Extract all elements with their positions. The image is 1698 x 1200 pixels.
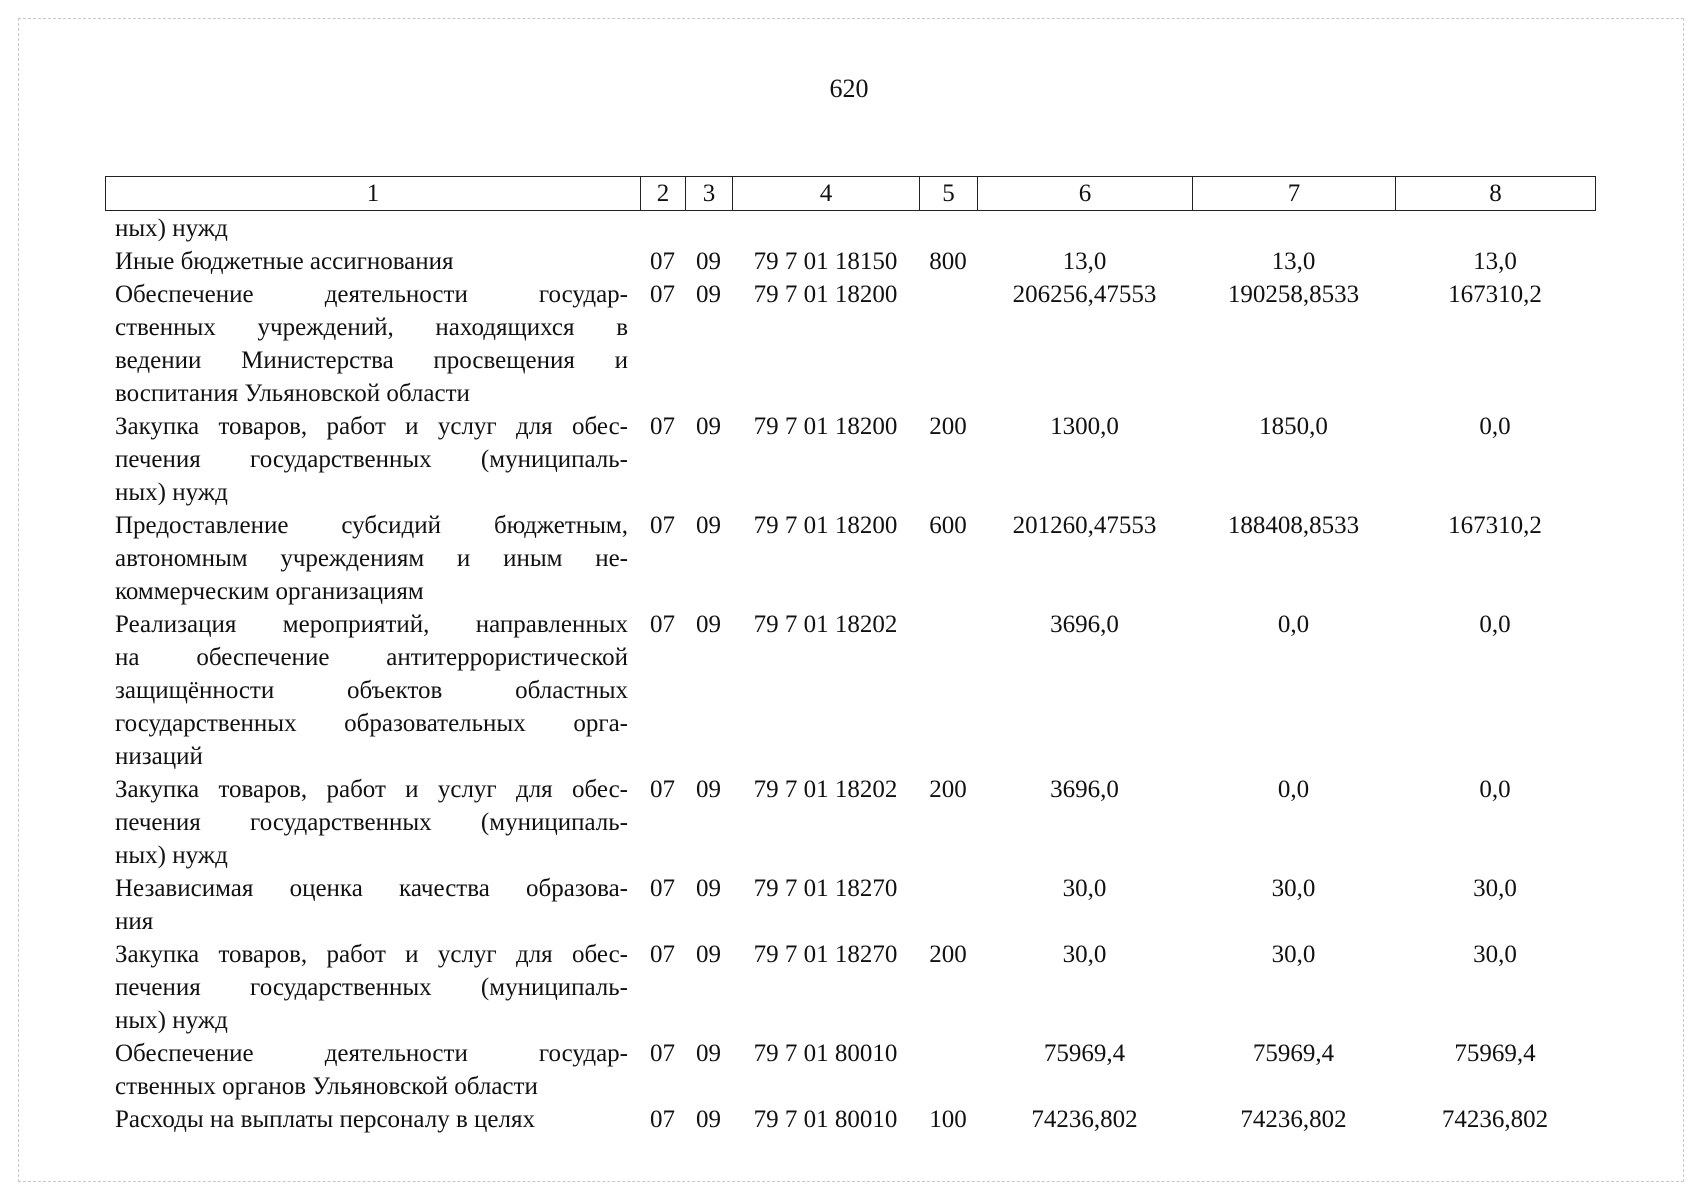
row-target-article: 79 7 01 18200 [753, 281, 898, 308]
row-target-article: 79 7 01 18270 [753, 941, 898, 968]
row-subsection-code: 09 [696, 776, 721, 803]
table-row [105, 1103, 1595, 1136]
row-section-code: 07 [650, 776, 675, 803]
description-line: Расходы на выплаты персоналу в целях [115, 1106, 535, 1133]
row-target-article: 79 7 01 80010 [753, 1106, 898, 1133]
row-description [105, 278, 640, 410]
header-col-6: 6 [978, 177, 1193, 211]
description-line: Предоставление субсидий бюджетным, [115, 512, 628, 539]
row-subsection-code: 09 [696, 1106, 721, 1133]
description-line: Закупка товаров, работ и услуг для обес- [115, 941, 628, 968]
row-amount-col-6: 3696,0 [1050, 611, 1119, 638]
row-section-code: 07 [650, 941, 675, 968]
row-amount-col-6: 74236,802 [1031, 1106, 1138, 1133]
row-amount-col-7: 1850,0 [1259, 413, 1328, 440]
row-amount-col-8: 13,0 [1473, 248, 1517, 275]
description-line: государственных образовательных орга- [115, 710, 628, 737]
row-description [105, 410, 640, 509]
row-target-article: 79 7 01 18270 [753, 875, 898, 902]
row-section-code: 07 [650, 875, 675, 902]
row-expense-type: 200 [929, 941, 967, 968]
description-line: Реализация мероприятий, направленных [115, 611, 628, 638]
page-number: 620 [829, 74, 869, 103]
budget-table [105, 212, 1595, 1136]
header-col-1: 1 [106, 177, 641, 211]
row-amount-col-7: 13,0 [1271, 248, 1316, 275]
row-amount-col-7: 0,0 [1277, 611, 1310, 638]
row-section-code: 07 [650, 1040, 675, 1067]
row-target-article [732, 212, 919, 245]
description-line: защищённости объектов областных [115, 677, 628, 704]
row-target-article: 79 7 01 18200 [753, 512, 898, 539]
row-expense-type: 800 [929, 248, 967, 275]
table-row [105, 509, 1595, 608]
row-amount-col-7: 190258,8533 [1227, 281, 1360, 308]
row-amount-col-6: 1300,0 [1050, 413, 1119, 440]
row-expense-type [919, 1037, 977, 1103]
description-line: ния [115, 908, 154, 935]
row-amount-col-6: 75969,4 [1043, 1040, 1126, 1067]
table-row [105, 1037, 1595, 1103]
row-description [105, 872, 640, 938]
description-line: ных) нужд [115, 842, 228, 869]
row-subsection-code: 09 [696, 875, 721, 902]
row-description [105, 608, 640, 773]
description-line: Независимая оценка качества образова- [115, 875, 628, 902]
row-amount-col-7: 30,0 [1271, 941, 1316, 968]
row-amount-col-8 [1395, 212, 1595, 245]
row-amount-col-7: 74236,802 [1240, 1106, 1347, 1133]
description-line: печения государственных (муниципаль- [115, 809, 628, 836]
header-col-3: 3 [686, 177, 733, 211]
row-amount-col-7: 0,0 [1277, 776, 1310, 803]
row-expense-type: 600 [929, 512, 967, 539]
header-col-2: 2 [641, 177, 686, 211]
row-target-article: 79 7 01 18150 [753, 248, 898, 275]
row-section-code: 07 [650, 248, 675, 275]
row-subsection-code: 09 [696, 248, 721, 275]
description-line: ных) нужд [115, 1007, 228, 1034]
description-line: ных) нужд [115, 479, 228, 506]
row-subsection-code: 09 [696, 941, 721, 968]
description-line: ственных органов Ульяновской области [115, 1073, 538, 1100]
row-amount-col-8: 30,0 [1473, 875, 1517, 902]
row-amount-col-7: 30,0 [1271, 875, 1316, 902]
row-amount-col-8: 30,0 [1473, 941, 1517, 968]
description-line: ственных учреждений, находящихся в [115, 314, 628, 341]
description-line: печения государственных (муниципаль- [115, 446, 628, 473]
row-description [105, 773, 640, 872]
table-row [105, 278, 1595, 410]
description-line: Закупка товаров, работ и услуг для обес- [115, 413, 628, 440]
row-amount-col-8: 74236,802 [1441, 1106, 1549, 1133]
row-subsection-code: 09 [696, 512, 721, 539]
row-description [105, 1037, 640, 1103]
row-amount-col-7: 75969,4 [1252, 1040, 1335, 1067]
description-line: воспитания Ульяновской области [115, 380, 470, 407]
row-target-article: 79 7 01 80010 [753, 1040, 898, 1067]
row-description [105, 1103, 640, 1136]
row-amount-col-6: 206256,47553 [1012, 281, 1157, 308]
row-section-code: 07 [650, 281, 675, 308]
row-amount-col-8: 0,0 [1479, 413, 1511, 440]
row-amount-col-8: 167310,2 [1448, 281, 1542, 308]
header-col-7: 7 [1193, 177, 1396, 211]
table-row [105, 608, 1595, 773]
row-expense-type: 200 [929, 776, 967, 803]
description-line: коммерческим организациям [115, 578, 424, 605]
description-line: низаций [115, 743, 203, 770]
row-expense-type: 200 [929, 413, 967, 440]
table-row [105, 938, 1595, 1037]
row-amount-col-7 [1192, 212, 1395, 245]
row-expense-type [919, 212, 977, 245]
description-line: печения государственных (муниципаль- [115, 974, 628, 1001]
description-line: Закупка товаров, работ и услуг для обес- [115, 776, 628, 803]
description-line: автономным учреждениям и иным не- [115, 545, 628, 572]
description-line: Иные бюджетные ассигнования [115, 248, 454, 275]
row-description [105, 245, 640, 278]
row-expense-type [919, 278, 977, 410]
row-amount-col-8: 0,0 [1479, 776, 1511, 803]
row-section-code: 07 [650, 413, 675, 440]
table-row [105, 245, 1595, 278]
row-subsection-code: 09 [696, 413, 721, 440]
row-amount-col-6: 201260,47553 [1012, 512, 1157, 539]
description-line: ных) нужд [115, 215, 228, 242]
row-expense-type [919, 608, 977, 773]
header-col-5: 5 [920, 177, 978, 211]
table-row [105, 410, 1595, 509]
row-amount-col-8: 75969,4 [1454, 1040, 1536, 1067]
description-line: на обеспечение антитеррористической [115, 644, 628, 671]
row-section-code: 07 [650, 1106, 675, 1133]
description-line: Обеспечение деятельности государ- [115, 281, 628, 308]
row-amount-col-7: 188408,8533 [1227, 512, 1360, 539]
row-amount-col-6: 30,0 [1062, 875, 1107, 902]
row-target-article: 79 7 01 18200 [753, 413, 898, 440]
row-amount-col-6: 3696,0 [1050, 776, 1119, 803]
row-description [105, 509, 640, 608]
table-header [105, 176, 1596, 211]
header-col-8: 8 [1396, 177, 1596, 211]
table-row [105, 773, 1595, 872]
table-row [105, 212, 1595, 245]
row-target-article: 79 7 01 18202 [753, 776, 898, 803]
row-amount-col-6 [977, 212, 1192, 245]
description-line: Обеспечение деятельности государ- [115, 1040, 628, 1067]
row-amount-col-8: 167310,2 [1448, 512, 1542, 539]
row-subsection-code [685, 212, 732, 245]
row-description [105, 212, 640, 245]
row-expense-type [919, 872, 977, 938]
row-section-code: 07 [650, 611, 675, 638]
table-row [105, 872, 1595, 938]
row-subsection-code: 09 [696, 1040, 721, 1067]
row-section-code [640, 212, 685, 245]
row-subsection-code: 09 [696, 281, 721, 308]
row-amount-col-8: 0,0 [1479, 611, 1511, 638]
header-col-4: 4 [733, 177, 920, 211]
row-amount-col-6: 30,0 [1062, 941, 1107, 968]
row-subsection-code: 09 [696, 611, 721, 638]
row-target-article: 79 7 01 18202 [753, 611, 898, 638]
description-line: ведении Министерства просвещения и [115, 347, 628, 374]
row-amount-col-6: 13,0 [1062, 248, 1107, 275]
row-expense-type: 100 [929, 1106, 967, 1133]
row-description [105, 938, 640, 1037]
row-section-code: 07 [650, 512, 675, 539]
